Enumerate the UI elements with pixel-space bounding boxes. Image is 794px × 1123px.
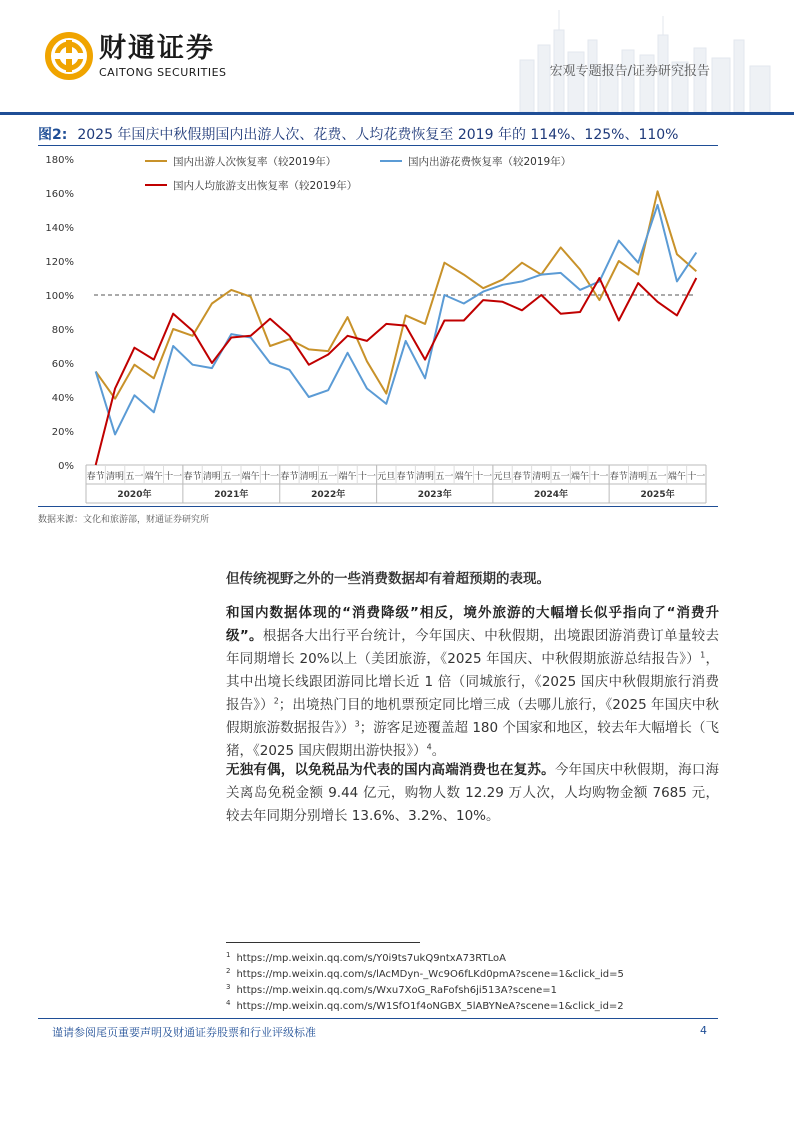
x-tick-label: 五一 <box>125 472 144 482</box>
paragraph-outbound-text-d: ；游客足迹覆盖超 180 个国家和地区，较去年大幅增长（飞猪，《2025 国庆假期出游快报》） <box>226 720 719 759</box>
footer-disclaimer: 谨请参阅尾页重要声明及财通证券股票和行业评级标准 <box>52 1026 316 1039</box>
x-tick-label: 十一 <box>474 472 493 482</box>
report-type-label: 宏观专题报告/证券研究报告 <box>549 64 710 79</box>
x-tick-label: 端午 <box>571 472 590 482</box>
x-tick-label: 清明 <box>629 472 648 482</box>
page-number: 4 <box>700 1024 707 1037</box>
brand-name-cn: 财通证券 <box>99 32 215 64</box>
series-line-2 <box>96 205 697 435</box>
x-tick-label: 清明 <box>299 472 318 482</box>
x-group-label: 2023年 <box>417 490 452 500</box>
paragraph-duty-free-lead: 无独有偶，以免税品为代表的国内高端消费也在复苏。 <box>226 762 555 778</box>
x-group-label: 2024年 <box>533 490 569 500</box>
x-tick-label: 十一 <box>687 472 706 482</box>
paragraph-outbound-text-a: 根据各大出行平台统计，今年国庆、中秋假期，出境跟团游消费订单量较去年同期增长 20%以上（美团旅游，《2025 年国庆、中秋假期旅游总结报告》） <box>226 628 720 667</box>
city-skyline-decoration <box>500 0 794 112</box>
x-tick-label: 十一 <box>261 472 280 482</box>
x-tick-label: 五一 <box>319 472 338 482</box>
x-tick-label: 元旦 <box>493 472 512 482</box>
footer-divider <box>38 1018 718 1019</box>
x-tick-label: 清明 <box>416 472 435 482</box>
footnote-4: $^4$ https://mp.weixin.qq.com/s/W1SfO1f4oNGBX_5lABYNeA?scene=1&click_id=2 <box>226 998 624 1012</box>
figure-source: 数据来源：文化和旅游部，财通证券研究所 <box>38 515 210 525</box>
brand-name-en: CAITONG SECURITIES <box>99 65 227 79</box>
x-tick-label: 元旦 <box>377 472 396 482</box>
x-tick-label: 五一 <box>222 472 241 482</box>
footnote-ref-3[interactable]: 3 <box>354 719 360 729</box>
x-tick-label: 端午 <box>338 472 357 482</box>
x-tick-label: 春节 <box>396 472 415 482</box>
x-tick-label: 清明 <box>202 472 221 482</box>
x-tick-label: 十一 <box>590 472 609 482</box>
figure-top-rule <box>38 145 718 146</box>
x-tick-label: 端午 <box>667 472 686 482</box>
page-header <box>0 0 794 118</box>
legend-label-2: 国内出游花费恢复率（较2019年） <box>408 156 572 168</box>
y-tick-label: 80% <box>51 325 74 336</box>
paragraph-duty-free-text: 今年国庆中秋假期，海口海关离岛免税金额 9.44 亿元，购物人数 12.29 万人次，人均购物金额 7685 元，较去年同期分别增长 13.6%、3.2%、10%。 <box>226 762 720 824</box>
x-tick-label: 五一 <box>551 472 570 482</box>
x-tick-label: 十一 <box>357 472 376 482</box>
x-tick-label: 十一 <box>164 472 183 482</box>
legend-label-3: 国内人均旅游支出恢复率（较2019年） <box>173 180 358 192</box>
paragraph-outbound-text-e: 。 <box>431 743 446 759</box>
x-tick-label: 端午 <box>144 472 163 482</box>
footnote-link-3[interactable]: https://mp.weixin.qq.com/s/Wxu7XoG_RaFofsh6ji513A?scene=1 <box>236 985 557 996</box>
footnote-divider <box>226 942 420 943</box>
footnote-ref-4[interactable]: 4 <box>426 742 432 752</box>
brand-logo <box>45 32 227 80</box>
footnote-link-4[interactable]: https://mp.weixin.qq.com/s/W1SfO1f4oNGBX_5lABYNeA?scene=1&click_id=2 <box>236 1001 624 1012</box>
x-tick-label: 端午 <box>454 472 473 482</box>
y-tick-label: 120% <box>45 257 74 268</box>
figure-title-text: 2025 年国庆中秋假期国内出游人次、花费、人均花费恢复至 2019 年的 114%、125%、110% <box>77 127 679 143</box>
footnote-3: $^3$ https://mp.weixin.qq.com/s/Wxu7XoG_RaFofsh6ji513A?scene=1 <box>226 982 557 996</box>
footnote-1: $^1$ https://mp.weixin.qq.com/s/Y0i9ts7ukQ9ntxA73RTLoA <box>226 950 506 964</box>
caitong-logo-icon <box>45 32 93 80</box>
paragraph-outbound-lead: 和国内数据体现的“消费降级”相反，境外旅游的大幅增长似乎指向了“消费升级”。 <box>226 605 719 644</box>
header-divider <box>0 112 794 115</box>
footnote-link-2[interactable]: https://mp.weixin.qq.com/s/lAcMDyn-_Wc9O6fLKd0pmA?scene=1&click_id=5 <box>236 969 624 980</box>
figure-bottom-rule <box>38 506 718 507</box>
y-tick-label: 100% <box>45 291 74 302</box>
figure-title <box>38 124 678 144</box>
recovery-rate-line-chart <box>30 148 720 506</box>
x-group-label: 2022年 <box>311 490 346 500</box>
x-tick-label: 春节 <box>280 472 299 482</box>
footnote-link-1[interactable]: https://mp.weixin.qq.com/s/Y0i9ts7ukQ9ntxA73RTLoA <box>236 953 506 964</box>
paragraph-outbound-text-c: ；出境热门目的地机票预定同比增三成（去哪儿旅行，《2025 年国庆中秋假期旅游数据报告》） <box>226 697 720 736</box>
x-tick-label: 端午 <box>241 472 260 482</box>
x-tick-label: 清明 <box>106 472 125 482</box>
x-tick-label: 春节 <box>609 472 628 482</box>
footnote-ref-1[interactable]: 1 <box>700 650 706 660</box>
x-group-label: 2025年 <box>640 490 675 500</box>
x-tick-label: 春节 <box>183 472 202 482</box>
x-group-label: 2020年 <box>117 490 152 500</box>
y-tick-label: 20% <box>51 427 74 438</box>
y-tick-label: 140% <box>45 223 74 234</box>
x-tick-label: 春节 <box>86 472 105 482</box>
y-tick-label: 0% <box>58 461 74 472</box>
x-tick-label: 五一 <box>435 472 454 482</box>
legend-label-1: 国内出游人次恢复率（较2019年） <box>173 156 337 168</box>
x-tick-label: 五一 <box>648 472 667 482</box>
y-tick-label: 180% <box>45 155 74 166</box>
paragraph-intro: 但传统视野之外的一些消费数据却有着超预期的表现。 <box>226 571 550 587</box>
footnote-ref-2[interactable]: 2 <box>273 696 279 706</box>
x-tick-label: 清明 <box>532 472 551 482</box>
x-group-label: 2021年 <box>214 490 249 500</box>
paragraph-outbound-travel <box>226 602 719 763</box>
footnote-2: $^2$ https://mp.weixin.qq.com/s/lAcMDyn-_Wc9O6fLKd0pmA?scene=1&click_id=5 <box>226 966 624 980</box>
y-tick-label: 60% <box>51 359 74 370</box>
y-tick-label: 160% <box>45 189 74 200</box>
x-tick-label: 春节 <box>512 472 531 482</box>
y-tick-label: 40% <box>51 393 74 404</box>
paragraph-duty-free <box>226 759 719 828</box>
paragraph-outbound-text-b: ，其中出境长线跟团游同比增长近 1 倍（同城旅行，《2025 国庆中秋假期旅行消费报告》） <box>226 651 719 713</box>
figure-number: 图2: <box>38 127 68 143</box>
footnotes <box>226 951 624 1015</box>
